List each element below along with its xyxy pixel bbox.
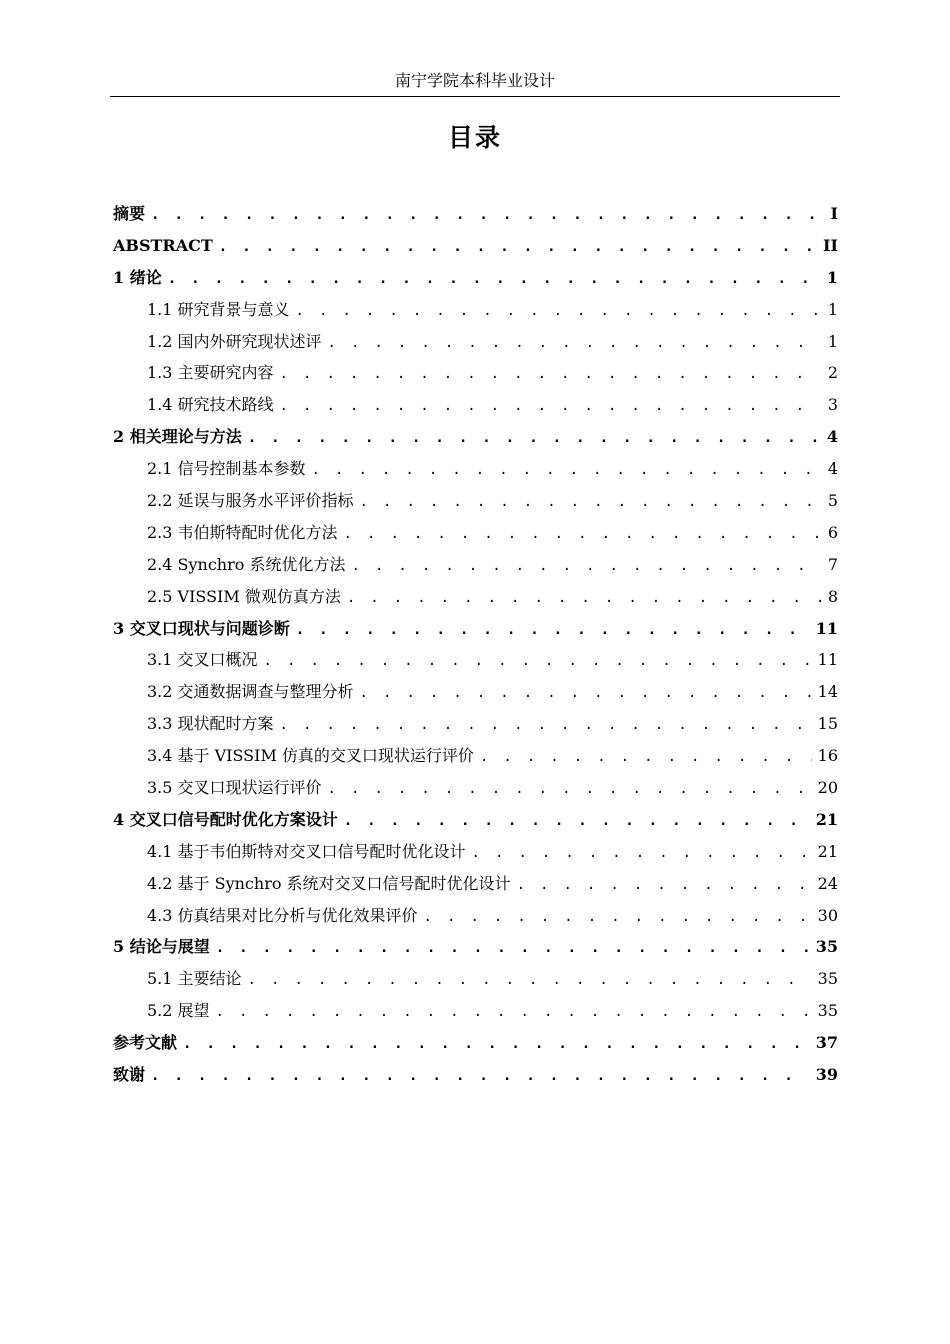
toc-entry-label: 2.3 韦伯斯特配时优化方法 [147, 522, 338, 542]
toc-entry-label: 1.2 国内外研究现状述评 [147, 331, 322, 351]
toc-dot-leader [151, 1061, 810, 1093]
toc-entry-page-number: 8 [827, 586, 838, 606]
toc-dot-leader [328, 328, 822, 360]
toc-entry[interactable] [113, 644, 838, 676]
toc-entry[interactable] [113, 900, 838, 932]
toc-dot-leader [344, 806, 810, 838]
toc-entry[interactable] [113, 1059, 838, 1091]
toc-entry[interactable] [113, 262, 838, 294]
toc-entry-page-number: 11 [815, 618, 838, 638]
toc-entry-page-number: I [830, 204, 838, 223]
toc-entry[interactable] [113, 389, 838, 421]
toc-entry[interactable] [113, 485, 838, 517]
toc-entry-page-number: 35 [817, 1001, 838, 1021]
toc-entry[interactable] [113, 549, 838, 581]
toc-entry-label: 3.4 基于 VISSIM 仿真的交叉口现状运行评价 [147, 746, 474, 766]
toc-dot-leader [424, 902, 812, 934]
toc-entry-page-number: 30 [817, 905, 838, 925]
toc-entry-label: 3.1 交叉口概况 [147, 650, 258, 670]
toc-entry[interactable] [113, 198, 838, 230]
toc-entry-page-number: 11 [817, 650, 838, 670]
toc-entry-label: 2.5 VISSIM 微观仿真方法 [147, 586, 341, 606]
toc-dot-leader [248, 423, 821, 455]
toc-dot-leader [296, 615, 810, 647]
toc-entry-page-number: II [823, 235, 838, 255]
toc-entry[interactable] [113, 676, 838, 708]
toc-entry[interactable] [113, 931, 838, 963]
toc-entry-label: 3.2 交通数据调查与整理分析 [147, 682, 354, 702]
table-of-contents [113, 198, 838, 1091]
toc-entry[interactable] [113, 708, 838, 740]
toc-dot-leader [312, 455, 822, 487]
toc-entry-page-number: 16 [817, 746, 838, 766]
toc-entry[interactable] [113, 294, 838, 326]
toc-entry[interactable] [113, 963, 838, 995]
toc-entry-page-number: 39 [815, 1065, 838, 1085]
toc-entry-label: 1.1 研究背景与意义 [147, 299, 290, 319]
toc-entry-label: 摘要 [113, 204, 146, 223]
toc-entry-label: 2.2 延误与服务水平评价指标 [147, 491, 354, 511]
toc-entry[interactable] [113, 995, 838, 1027]
toc-entry-label: 3.3 现状配时方案 [147, 714, 274, 734]
toc-entry-label: 1.4 研究技术路线 [147, 395, 274, 415]
toc-dot-leader [517, 870, 812, 902]
toc-entry[interactable] [113, 421, 838, 453]
toc-dot-leader [480, 742, 812, 774]
toc-entry-label: 4.3 仿真结果对比分析与优化效果评价 [147, 905, 418, 925]
page-title: 目录 [447, 123, 502, 152]
toc-entry-page-number: 35 [815, 937, 838, 957]
toc-entry-page-number: 6 [827, 522, 838, 542]
toc-dot-leader [347, 583, 822, 615]
toc-dot-leader [328, 774, 812, 806]
toc-dot-leader [280, 359, 822, 391]
toc-dot-leader [216, 933, 810, 965]
toc-entry-label: 4.2 基于 Synchro 系统对交叉口信号配时优化设计 [147, 873, 511, 893]
toc-entry-label: 3 交叉口现状与问题诊断 [113, 618, 290, 638]
toc-entry-label: 4 交叉口信号配时优化方案设计 [113, 809, 338, 829]
toc-entry-page-number: 2 [827, 363, 838, 383]
toc-dot-leader [183, 1029, 810, 1061]
toc-entry-page-number: 1 [827, 299, 838, 319]
toc-entry-page-number: 20 [817, 778, 838, 798]
toc-entry-label: ABSTRACT [113, 235, 213, 255]
toc-entry-page-number: 24 [817, 873, 838, 893]
toc-entry-page-number: 35 [817, 969, 838, 989]
toc-entry[interactable] [113, 613, 838, 645]
toc-dot-leader [280, 710, 812, 742]
toc-entry-page-number: 1 [826, 267, 838, 287]
toc-dot-leader [344, 519, 822, 551]
toc-entry-label: 4.1 基于韦伯斯特对交叉口信号配时优化设计 [147, 841, 466, 861]
toc-entry[interactable] [113, 517, 838, 549]
toc-entry-label: 5.1 主要结论 [147, 969, 242, 989]
toc-entry[interactable] [113, 453, 838, 485]
toc-entry-page-number: 21 [815, 809, 838, 829]
toc-entry-page-number: 21 [817, 841, 838, 861]
toc-dot-leader [216, 997, 812, 1029]
toc-entry-label: 2 相关理论与方法 [113, 427, 242, 447]
toc-entry-page-number: 5 [827, 491, 838, 511]
toc-entry-page-number: 4 [827, 459, 838, 479]
toc-entry-page-number: 3 [827, 395, 838, 415]
toc-dot-leader [360, 487, 822, 519]
toc-dot-leader [280, 391, 822, 423]
toc-dot-leader [264, 646, 812, 678]
toc-entry-label: 参考文献 [113, 1033, 178, 1053]
toc-entry[interactable] [113, 836, 838, 868]
toc-entry[interactable] [113, 581, 838, 613]
toc-entry-label: 2.1 信号控制基本参数 [147, 459, 306, 479]
toc-entry[interactable] [113, 357, 838, 389]
toc-entry[interactable] [113, 230, 838, 262]
toc-dot-leader [168, 264, 821, 296]
toc-entry-page-number: 37 [815, 1033, 838, 1053]
toc-entry[interactable] [113, 326, 838, 358]
toc-entry-page-number: 4 [826, 427, 838, 447]
toc-dot-leader [351, 551, 821, 583]
toc-entry-label: 5 结论与展望 [113, 937, 210, 957]
toc-entry-page-number: 1 [827, 331, 838, 351]
toc-entry-page-number: 7 [827, 554, 838, 574]
toc-entry[interactable] [113, 740, 838, 772]
toc-dot-leader [219, 232, 817, 264]
toc-entry[interactable] [113, 772, 838, 804]
toc-entry-label: 致谢 [113, 1065, 146, 1085]
toc-entry-label: 1.3 主要研究内容 [147, 363, 274, 383]
toc-dot-leader [151, 200, 825, 232]
toc-entry-label: 2.4 Synchro 系统优化方法 [147, 554, 346, 574]
toc-entry-label: 5.2 展望 [147, 1001, 210, 1021]
toc-entry-label: 1 绪论 [113, 267, 162, 287]
toc-dot-leader [360, 678, 812, 710]
page-header [110, 68, 840, 97]
toc-entry-label: 3.5 交叉口现状运行评价 [147, 778, 322, 798]
toc-entry[interactable] [113, 804, 838, 836]
page-header-text: 南宁学院本科毕业设计 [394, 71, 555, 90]
toc-dot-leader [248, 965, 812, 997]
toc-dot-leader [472, 838, 812, 870]
toc-dot-leader [296, 296, 822, 328]
toc-entry-page-number: 14 [817, 682, 838, 702]
toc-entry[interactable] [113, 1027, 838, 1059]
toc-entry-page-number: 15 [817, 714, 838, 734]
toc-entry[interactable] [113, 868, 838, 900]
